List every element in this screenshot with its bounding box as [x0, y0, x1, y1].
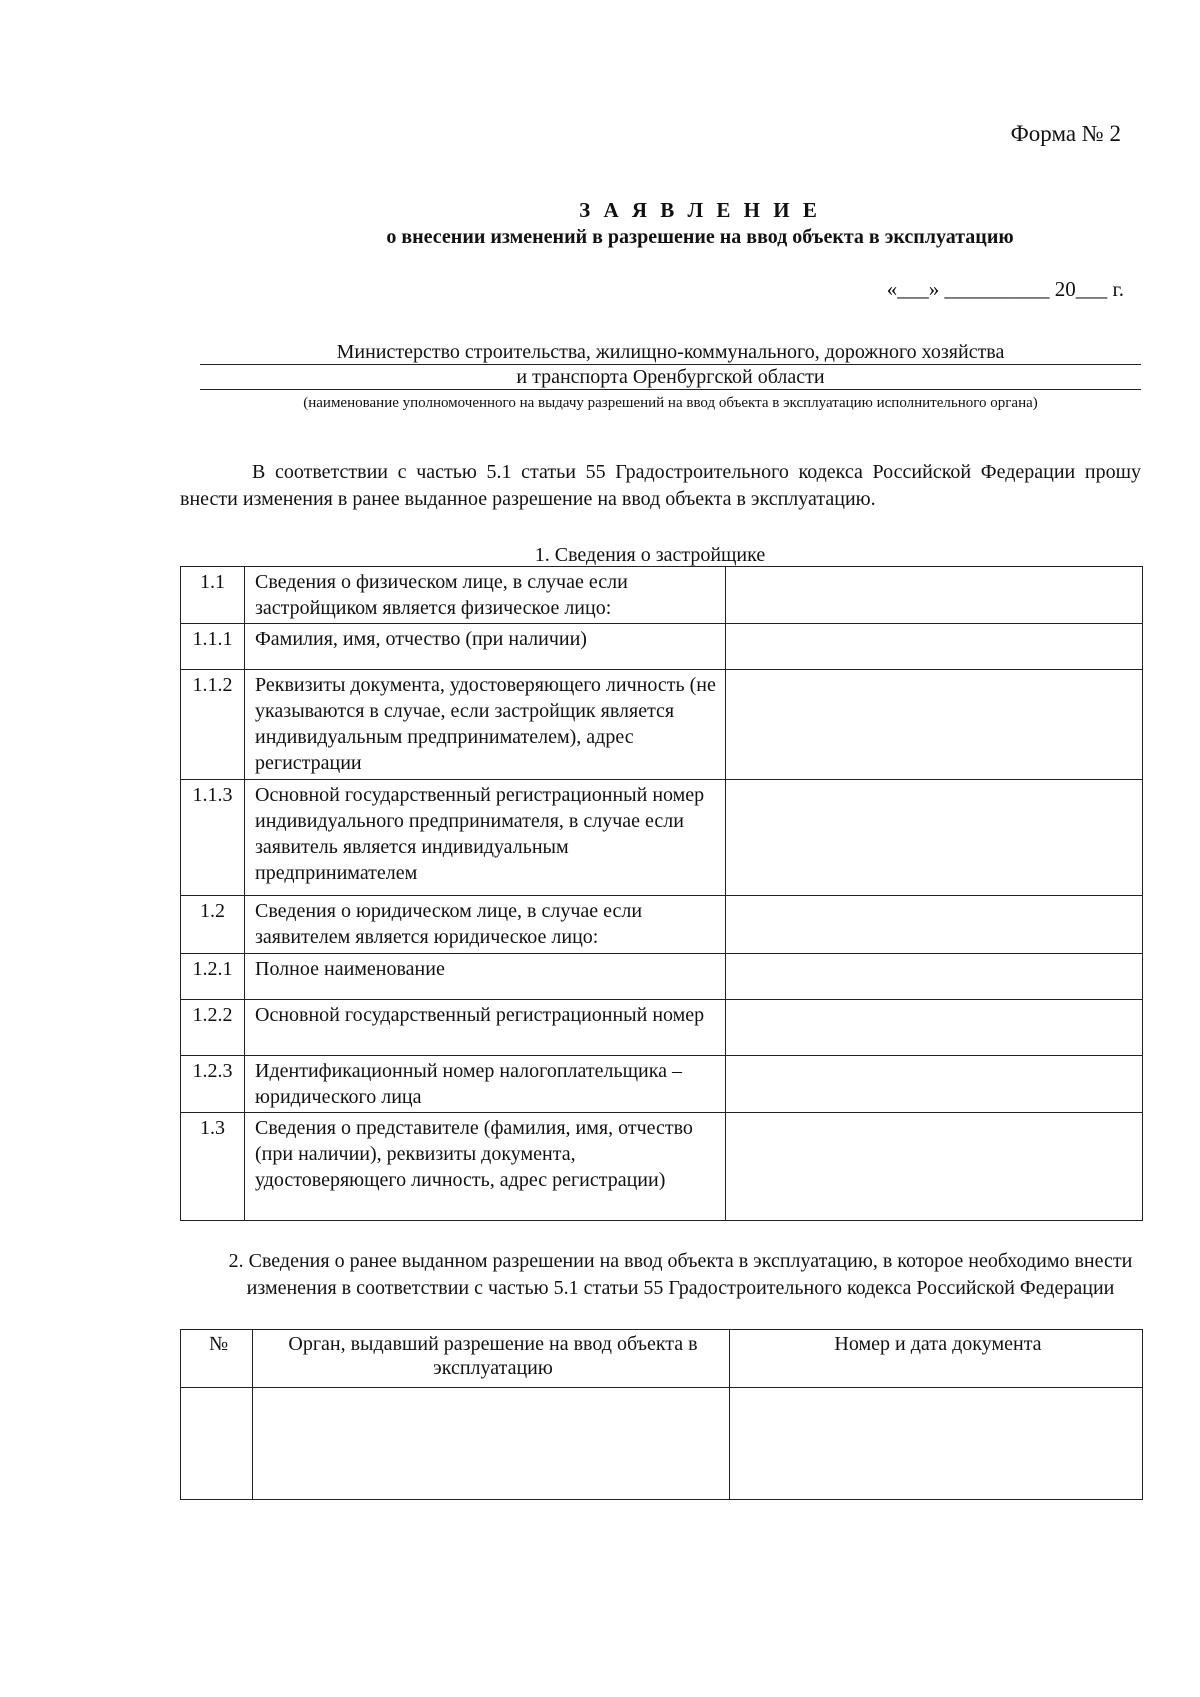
row-number: 1.2.1: [181, 954, 245, 1000]
row-label: Основной государственный регистрационный номер индивидуального предпринимателя, в случае если заявитель является индивидуальным предпринимателем: [245, 780, 726, 896]
cell-issuing-authority[interactable]: [253, 1388, 730, 1500]
document-subtitle: о внесении изменений в разрешение на ввод объекта в эксплуатацию: [386, 226, 1014, 248]
row-number: 1.2.3: [181, 1056, 245, 1113]
table-row: [181, 780, 1143, 896]
row-number: 1.1: [181, 567, 245, 624]
table-row: [181, 624, 1143, 670]
table-row: [181, 1056, 1143, 1113]
cell-number[interactable]: [181, 1388, 253, 1500]
row-number: 1.2.2: [181, 1000, 245, 1056]
row-number: 1.1.1: [181, 624, 245, 670]
intro-paragraph: В соответствии с частью 5.1 статьи 55 Градостроительного кодекса Российской Федерации прошу внести изменения в ранее выданное разрешение на ввод объекта в эксплуатацию.: [180, 461, 1141, 510]
row-value-field[interactable]: [726, 1113, 1143, 1221]
table-row: [181, 896, 1143, 954]
column-header-number: №: [181, 1330, 253, 1388]
table-row: [181, 567, 1143, 624]
row-value-field[interactable]: [726, 896, 1143, 954]
document-title: З А Я В Л Е Н И Е: [579, 198, 821, 222]
row-number: 1.2: [181, 896, 245, 954]
row-value-field[interactable]: [726, 624, 1143, 670]
section1-title: 1. Сведения о застройщике: [534, 544, 766, 566]
developer-info-table: [180, 566, 1143, 1221]
row-label: Сведения о представителе (фамилия, имя, отчество (при наличии), реквизиты документа, удостоверяющего личность, адрес регистрации): [245, 1113, 726, 1221]
row-value-field[interactable]: [726, 567, 1143, 624]
row-label: Сведения о физическом лице, в случае если застройщиком является физическое лицо:: [245, 567, 726, 624]
section2-title: 2. Сведения о ранее выданном разрешении на ввод объекта в эксплуатацию, в которое необходимо внести изменения в соответствии с частью 5.1 статьи 55 Градостроительного кодекса Российской Федерации: [228, 1250, 1133, 1299]
row-number: 1.3: [181, 1113, 245, 1221]
row-label: Полное наименование: [245, 954, 726, 1000]
table-row: [181, 954, 1143, 1000]
row-value-field[interactable]: [726, 780, 1143, 896]
form-number: Форма № 2: [1010, 121, 1121, 146]
cell-document-number-date[interactable]: [730, 1388, 1143, 1500]
table-header-row: [181, 1330, 1143, 1388]
row-label: Идентификационный номер налогоплательщика – юридического лица: [245, 1056, 726, 1113]
row-number: 1.1.2: [181, 670, 245, 780]
authority-name-line-1[interactable]: Министерство строительства, жилищно-коммунального, дорожного хозяйства: [200, 340, 1141, 365]
column-header-document-number-date: Номер и дата документа: [730, 1330, 1143, 1388]
permit-info-table: [180, 1329, 1143, 1500]
authority-name-line-2[interactable]: и транспорта Оренбургской области: [200, 365, 1141, 390]
row-number: 1.1.3: [181, 780, 245, 896]
authority-hint: (наименование уполномоченного на выдачу разрешений на ввод объекта в эксплуатацию исполнительного органа): [303, 395, 1038, 411]
date-field[interactable]: «___» __________ 20___ г.: [886, 277, 1124, 301]
table-row: [181, 1388, 1143, 1500]
table-row: [181, 670, 1143, 780]
row-label: Сведения о юридическом лице, в случае если заявителем является юридическое лицо:: [245, 896, 726, 954]
table-row: [181, 1000, 1143, 1056]
row-value-field[interactable]: [726, 670, 1143, 780]
row-label: Основной государственный регистрационный номер: [245, 1000, 726, 1056]
row-label: Реквизиты документа, удостоверяющего личность (не указываются в случае, если застройщик является индивидуальным предпринимателем), адрес регистрации: [245, 670, 726, 780]
row-value-field[interactable]: [726, 1056, 1143, 1113]
table-row: [181, 1113, 1143, 1221]
column-header-issuing-authority: Орган, выдавший разрешение на ввод объекта в эксплуатацию: [253, 1330, 730, 1388]
row-label: Фамилия, имя, отчество (при наличии): [245, 624, 726, 670]
row-value-field[interactable]: [726, 1000, 1143, 1056]
row-value-field[interactable]: [726, 954, 1143, 1000]
